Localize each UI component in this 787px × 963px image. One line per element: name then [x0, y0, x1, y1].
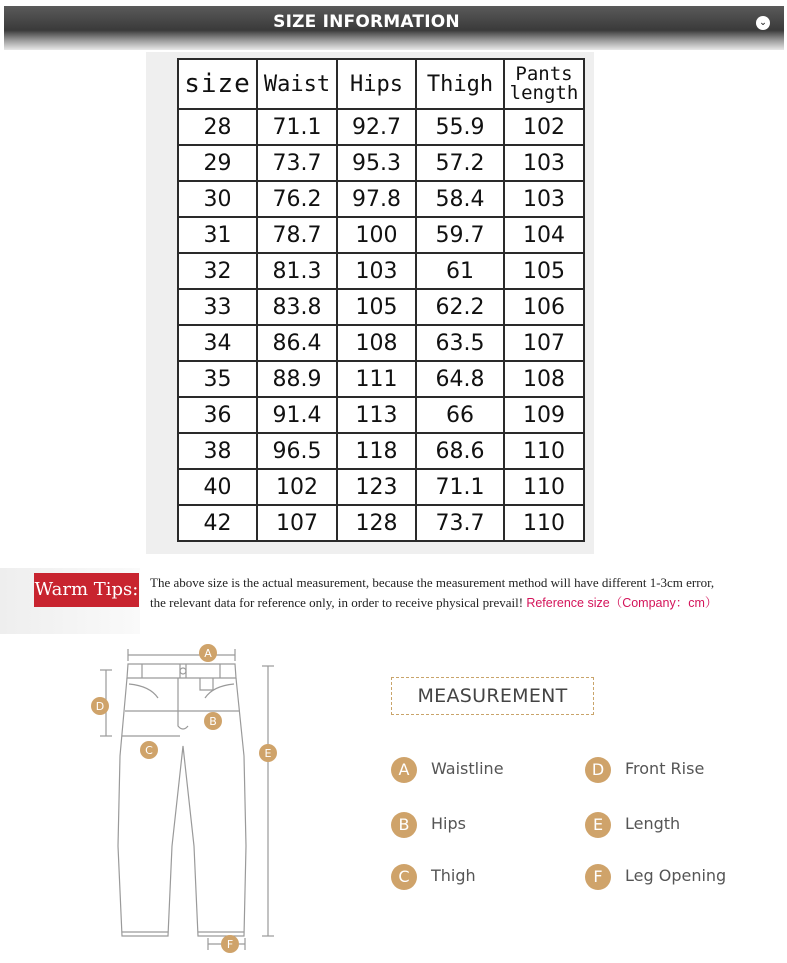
tips-line-2: the relevant data for reference only, in order to receive physical prevail! Reference size（Company：cm）	[150, 595, 718, 610]
table-row	[178, 469, 584, 505]
table-cell: 83.8	[257, 289, 337, 325]
table-cell: 31	[178, 217, 257, 253]
measurement-title: MEASUREMENT	[391, 677, 594, 715]
legend-label: Thigh	[431, 866, 476, 885]
size-table-panel	[146, 52, 594, 554]
table-cell: 71.1	[416, 469, 504, 505]
header-pants-length	[504, 59, 584, 109]
table-cell: 68.6	[416, 433, 504, 469]
tips-line-1: The above size is the actual measurement, because the measurement method will have different 1-3cm error,	[150, 575, 715, 590]
letter-b-icon: B	[391, 812, 417, 838]
letter-c-icon: C	[391, 864, 417, 890]
table-cell: 33	[178, 289, 257, 325]
marker-d-label: D	[95, 700, 105, 713]
table-cell: 123	[337, 469, 416, 505]
reference-size-note: Reference size（Company：cm）	[526, 596, 718, 610]
table-cell: 108	[337, 325, 416, 361]
table-cell: 109	[504, 397, 584, 433]
table-cell: 103	[504, 145, 584, 181]
table-cell: 102	[257, 469, 337, 505]
table-cell: 62.2	[416, 289, 504, 325]
header-size: size	[178, 59, 257, 109]
table-cell: 88.9	[257, 361, 337, 397]
marker-e-label: E	[264, 747, 272, 760]
table-row	[178, 505, 584, 541]
table-cell: 76.2	[257, 181, 337, 217]
table-cell: 30	[178, 181, 257, 217]
legend-label: Hips	[431, 814, 466, 833]
table-row	[178, 289, 584, 325]
tips-text	[150, 573, 785, 613]
table-cell: 71.1	[257, 109, 337, 145]
table-cell: 63.5	[416, 325, 504, 361]
size-table	[177, 58, 585, 542]
table-cell: 61	[416, 253, 504, 289]
header-pants-line2: length	[509, 82, 579, 104]
table-cell: 78.7	[257, 217, 337, 253]
table-cell: 91.4	[257, 397, 337, 433]
table-cell: 64.8	[416, 361, 504, 397]
table-cell: 59.7	[416, 217, 504, 253]
table-cell: 108	[504, 361, 584, 397]
table-cell: 105	[504, 253, 584, 289]
pants-diagram	[80, 636, 300, 958]
table-cell: 73.7	[416, 505, 504, 541]
table-cell: 110	[504, 505, 584, 541]
table-cell: 66	[416, 397, 504, 433]
table-row	[178, 109, 584, 145]
table-cell: 107	[504, 325, 584, 361]
table-cell: 28	[178, 109, 257, 145]
table-cell: 36	[178, 397, 257, 433]
table-cell: 34	[178, 325, 257, 361]
table-cell: 38	[178, 433, 257, 469]
legend-label: Length	[625, 814, 681, 833]
table-cell: 35	[178, 361, 257, 397]
table-row	[178, 181, 584, 217]
table-cell: 106	[504, 289, 584, 325]
letter-a-icon: A	[391, 757, 417, 783]
chevron-down-icon[interactable]: ⌄	[756, 16, 770, 30]
table-cell: 95.3	[337, 145, 416, 181]
legend-label: Leg Opening	[625, 866, 727, 885]
table-cell: 58.4	[416, 181, 504, 217]
legend-label: Waistline	[431, 759, 504, 778]
table-cell: 107	[257, 505, 337, 541]
letter-f-icon: F	[585, 864, 611, 890]
warm-tips-badge: Warm Tips:	[34, 573, 139, 607]
table-cell: 100	[337, 217, 416, 253]
header-bar	[4, 6, 784, 50]
table-cell: 97.8	[337, 181, 416, 217]
table-cell: 32	[178, 253, 257, 289]
legend-label: Front Rise	[625, 759, 705, 778]
table-row	[178, 361, 584, 397]
table-cell: 103	[504, 181, 584, 217]
table-cell: 40	[178, 469, 257, 505]
table-cell: 113	[337, 397, 416, 433]
header-thigh: Thigh	[416, 59, 504, 109]
letter-d-icon: D	[585, 757, 611, 783]
table-cell: 86.4	[257, 325, 337, 361]
table-cell: 92.7	[337, 109, 416, 145]
page-title: SIZE INFORMATION	[273, 12, 460, 32]
table-cell: 105	[337, 289, 416, 325]
table-row	[178, 145, 584, 181]
table-cell: 57.2	[416, 145, 504, 181]
table-row	[178, 433, 584, 469]
header-waist: Waist	[257, 59, 337, 109]
table-cell: 103	[337, 253, 416, 289]
table-cell: 111	[337, 361, 416, 397]
table-cell: 118	[337, 433, 416, 469]
table-cell: 73.7	[257, 145, 337, 181]
table-cell: 96.5	[257, 433, 337, 469]
header-hips: Hips	[337, 59, 416, 109]
marker-b-label: B	[209, 715, 217, 728]
table-row	[178, 253, 584, 289]
marker-c-label: C	[145, 744, 153, 757]
table-row	[178, 325, 584, 361]
table-cell: 102	[504, 109, 584, 145]
table-cell: 29	[178, 145, 257, 181]
table-cell: 110	[504, 433, 584, 469]
table-cell: 81.3	[257, 253, 337, 289]
header-pants-line1: Pants	[515, 63, 573, 85]
table-cell: 110	[504, 469, 584, 505]
table-cell: 128	[337, 505, 416, 541]
table-cell: 55.9	[416, 109, 504, 145]
letter-e-icon: E	[585, 812, 611, 838]
marker-f-label: F	[226, 938, 234, 951]
table-row	[178, 397, 584, 433]
table-cell: 104	[504, 217, 584, 253]
table-cell: 42	[178, 505, 257, 541]
marker-a-label: A	[204, 647, 212, 660]
table-row	[178, 217, 584, 253]
table-header-row	[178, 59, 584, 109]
